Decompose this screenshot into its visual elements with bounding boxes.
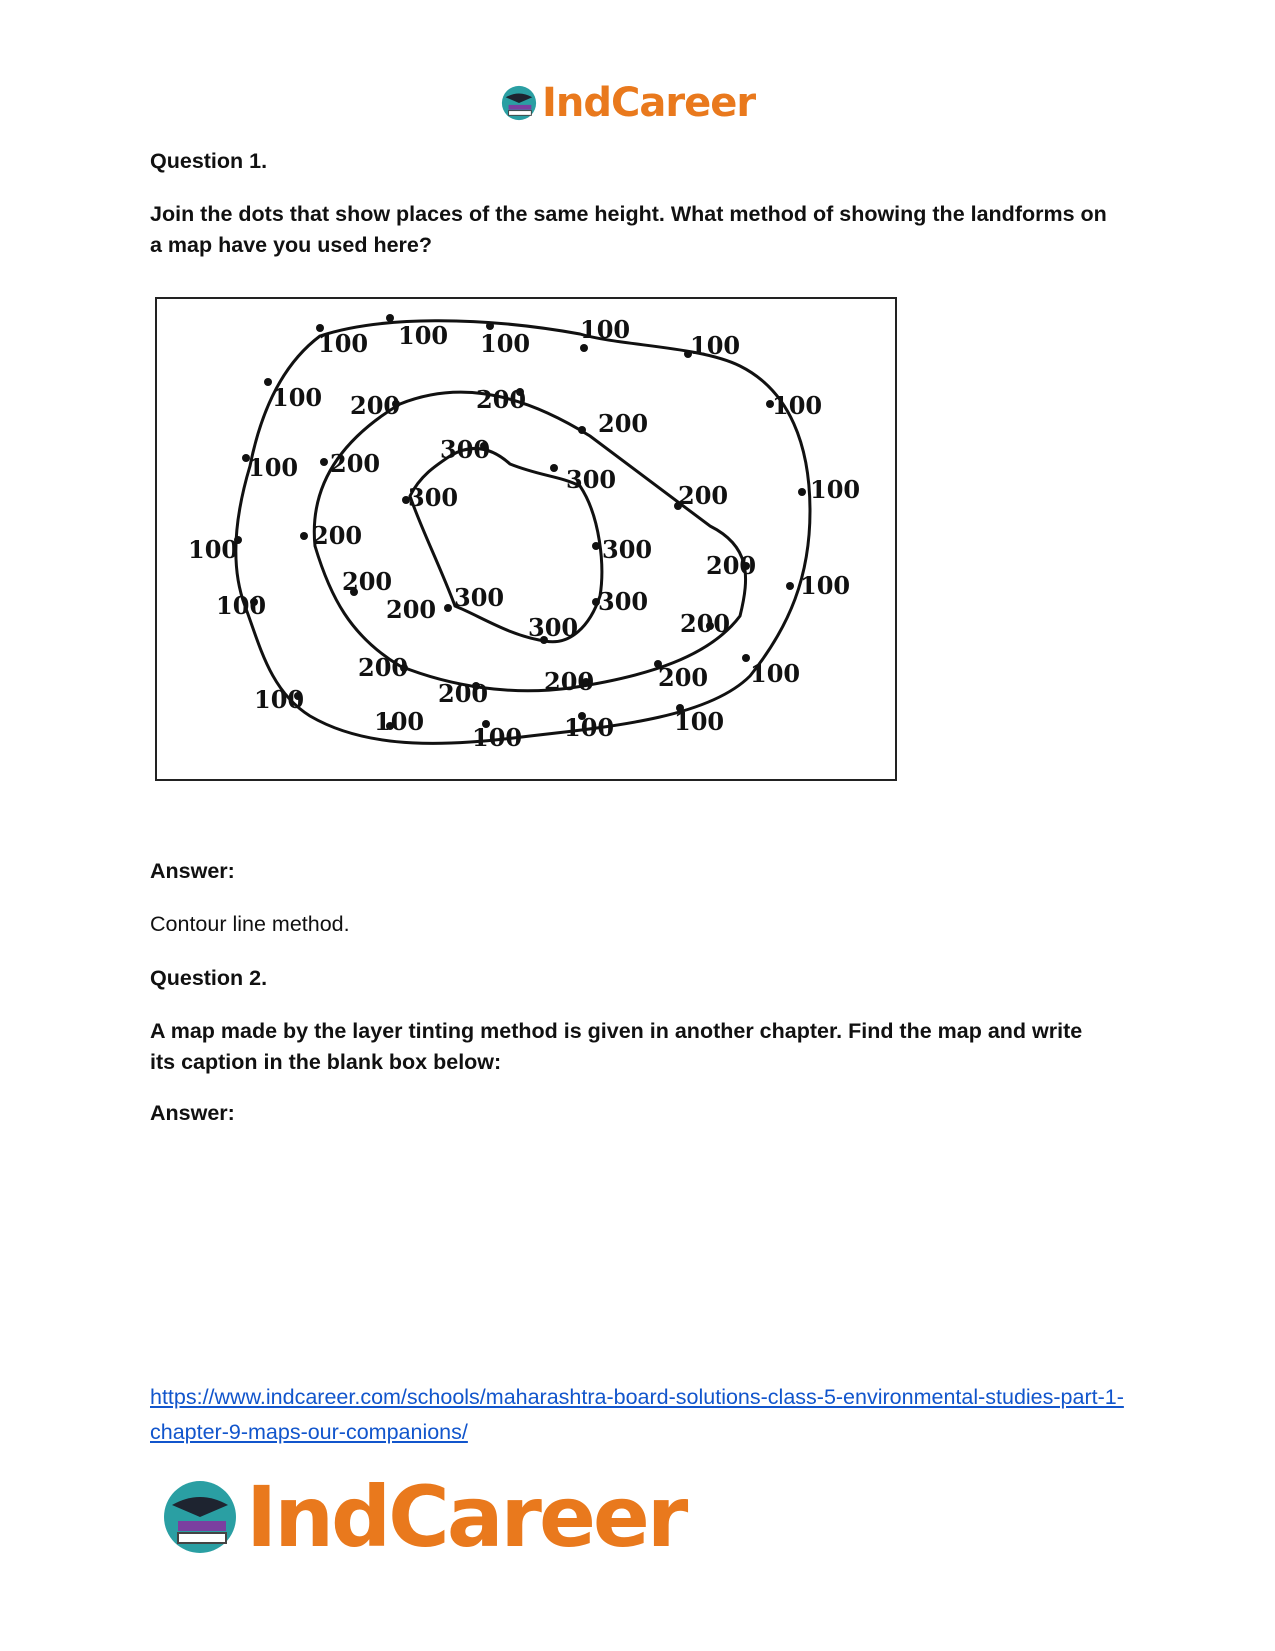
answer-2-label: Answer: (150, 1101, 235, 1125)
map-label-200: 200 (678, 481, 729, 510)
map-label-200: 200 (706, 551, 757, 580)
map-label-200: 200 (350, 391, 401, 420)
map-label-100: 100 (480, 329, 531, 358)
map-label-300: 300 (528, 613, 579, 642)
map-label-100: 100 (216, 591, 267, 620)
logo-globe-icon (500, 84, 538, 122)
map-label-200: 200 (476, 385, 527, 414)
map-label-300: 300 (408, 483, 459, 512)
brand-logo-top (500, 80, 755, 126)
brand-name: IndCareer (246, 1468, 686, 1566)
map-label-100: 100 (472, 723, 523, 752)
question-2-heading: Question 2. (150, 966, 268, 990)
question-1-heading: Question 1. (150, 149, 268, 173)
map-label-100: 100 (272, 383, 323, 412)
map-label-300: 300 (454, 583, 505, 612)
map-label-200: 200 (358, 653, 409, 682)
map-label-200: 200 (438, 679, 489, 708)
answer-1-text: Contour line method. (150, 912, 350, 936)
map-label-300: 300 (440, 435, 491, 464)
brand-logo-bottom (160, 1468, 685, 1566)
map-label-200: 200 (330, 449, 381, 478)
logo-globe-icon (160, 1477, 240, 1557)
map-label-200: 200 (544, 667, 595, 696)
map-label-100: 100 (318, 329, 369, 358)
map-label-200: 200 (386, 595, 437, 624)
map-label-300: 300 (602, 535, 653, 564)
map-label-100: 100 (690, 331, 741, 360)
contour-map-figure (150, 296, 910, 796)
question-2-text: A map made by the layer tinting method is given in another chapter. Find the map and write its caption in the blank box below: (150, 1019, 1083, 1074)
map-label-100: 100 (800, 571, 851, 600)
map-label-200: 200 (342, 567, 393, 596)
map-label-100: 100 (810, 475, 861, 504)
map-label-300: 300 (598, 587, 649, 616)
map-label-100: 100 (674, 707, 725, 736)
map-label-200: 200 (312, 521, 363, 550)
map-label-100: 100 (188, 535, 239, 564)
map-label-100: 100 (254, 685, 305, 714)
map-label-100: 100 (750, 659, 801, 688)
question-1-text: Join the dots that show places of the same height. What method of showing the landforms on a map have you used here? (150, 202, 1107, 257)
map-label-100: 100 (398, 321, 449, 350)
map-label-200: 200 (658, 663, 709, 692)
map-label-100: 100 (580, 315, 631, 344)
map-label-100: 100 (374, 707, 425, 736)
map-label-100: 100 (772, 391, 823, 420)
map-label-100: 100 (564, 713, 615, 742)
map-label-100: 100 (248, 453, 299, 482)
map-label-300: 300 (566, 465, 617, 494)
map-label-200: 200 (598, 409, 649, 438)
brand-name: IndCareer (542, 80, 756, 126)
map-label-200: 200 (680, 609, 731, 638)
answer-1-label: Answer: (150, 859, 235, 883)
footer-link[interactable]: https://www.indcareer.com/schools/maharashtra-board-solutions-class-5-environmental-studies-part-1-chapter-9-maps-our-companions/ (150, 1385, 1124, 1444)
